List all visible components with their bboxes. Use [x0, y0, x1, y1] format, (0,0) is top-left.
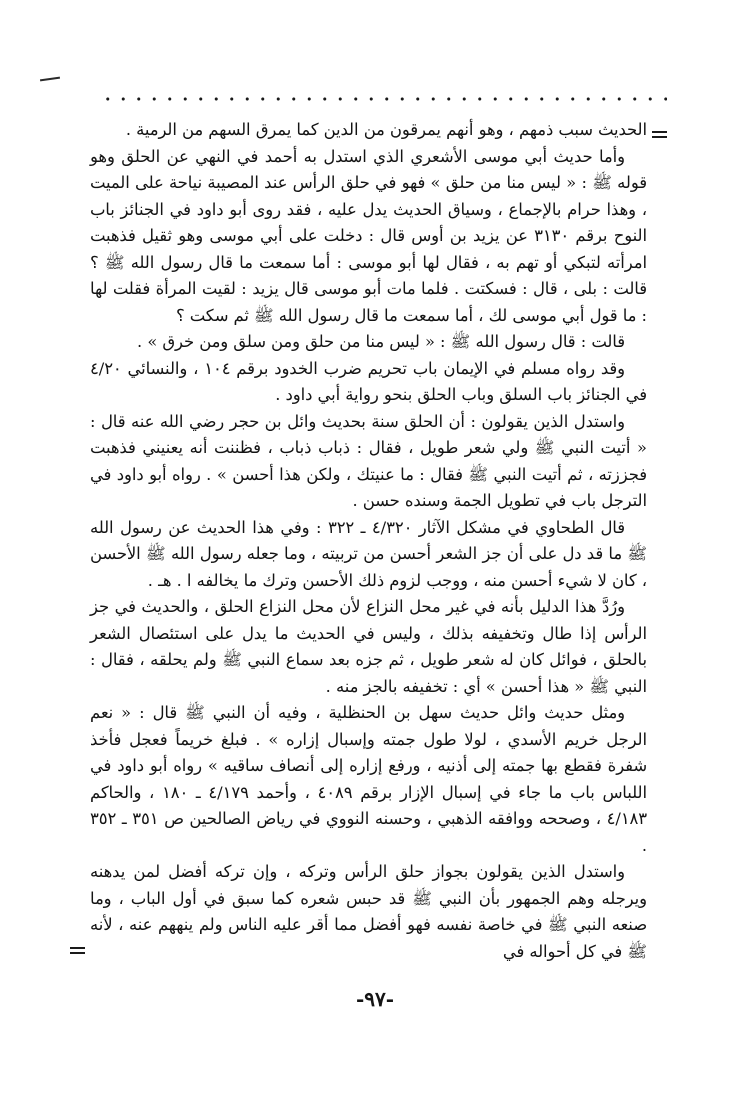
paragraph: وقد رواه مسلم في الإيمان باب تحريم ضرب الخدود برقم ١٠٤ ، والنسائي ٤/٢٠ في الجنائز باب السلق وباب الحلق بنحو رواية أبي داود . — [90, 358, 647, 404]
margin-mark — [40, 77, 60, 82]
footnote-text — [90, 117, 647, 965]
continuation-marker-end — [70, 947, 85, 954]
paragraph: قال الطحاوي في مشكل الآثار ٤/٣٢٠ ـ ٣٢٢ : وفي هذا الحديث عن رسول الله ﷺ ما قد دل على أن جز الشعر أحسن من تربيته ، وما جعله رسول الله ﷺ الأحسن ، كان لا شيء أحسن منه ، ووجب لزوم ذلك الأحسن وترك ما يخالفه ا . هـ . — [90, 517, 647, 590]
paragraph: ورُدَّ هذا الدليل بأنه في غير محل النزاع لأن محل النزاع الحلق ، والحديث في جز الرأس إذا طال وتخفيفه بذلك ، وليس في الحديث ما يدل على استئصال الشعر بالحلق ، فوائل كان له شعر طويل ، ثم جزه بعد سماع النبي ﷺ ولم يحلقه ، فقال : النبي ﷺ « هذا أحسن » أي : تخفيفه بالجز منه . — [90, 597, 647, 696]
continuation-marker-start — [652, 131, 667, 138]
paragraph: واستدل الذين يقولون : أن الحلق سنة بحديث وائل بن حجر رضي الله عنه قال : « أتيت النبي ﷺ ولي شعر طويل ، فقال : ذباب ذباب ، فظننت أنه يعنيني فذهبت فجززته ، ثم أتيت النبي ﷺ فقال : ما عنيتك ، ولكن هذا أحسن » . رواه أبو داود في الترجل باب في تطويل الجمة وسنده حسن . — [90, 411, 647, 510]
paragraph: واستدل الذين يقولون بجواز حلق الرأس وتركه ، وإن تركه أفضل لمن يدهنه ويرجله وهم الجمهور بأن النبي ﷺ قد حبس شعره كما سبق في أول الباب ، وما صنعه النبي ﷺ في خاصة نفسه فهو أفضل مما أقر عليه الناس ولم ينههم عنه ، لأنه ﷺ في كل أحواله في — [90, 862, 647, 961]
paragraph: ومثل حديث وائل حديث سهل بن الحنظلية ، وفيه أن النبي ﷺ قال : « نعم الرجل خريم الأسدي ، لولا طول جمته وإسبال إزاره » . فبلغ خريماً فعجل فأخذ شفرة فقطع بها جمته إلى أذنيه ، ورفع إزاره إلى أنصاف ساقيه » رواه أبو داود في اللباس باب ما جاء في إسبال الإزار برقم ٤٠٨٩ ، وأحمد ٤/١٧٩ ـ ١٨٠ ، والحاكم ٤/١٨٣ ، وصححه ووافقه الذهبي ، وحسنه النووي في رياض الصالحين ص ٣٥١ ـ ٣٥٢ . — [90, 703, 648, 855]
footnote-separator — [100, 97, 667, 101]
paragraph: قالت : قال رسول الله ﷺ : « ليس منا من حلق ومن سلق ومن خرق » . — [136, 332, 625, 351]
paragraph: الحديث سبب ذمهم ، وهو أنهم يمرقون من الدين كما يمرق السهم من الرمية . — [125, 120, 647, 139]
page-number: -٩٧- — [355, 987, 395, 1011]
paragraph: وأما حديث أبي موسى الأشعري الذي استدل به أحمد في النهي عن الحلق وهو قوله ﷺ : « ليس منا من حلق » فهو في حلق الرأس عند المصيبة نياحة على الميت ، وهذا حرام بالإجماع ، وسياق الحديث يدل عليه ، فقد روى أبو داود في الجنائز باب النوح برقم ٣١٣٠ عن يزيد بن أوس قال : دخلت على أبي موسى وهو ثقيل فذهبت امرأته لتبكي أو تهم به ، فقال لها أبو موسى : أما سمعت ما قال رسول الله ﷺ ؟ قالت : بلى ، قال : فسكتت . فلما مات أبو موسى قال يزيد : لقيت المرأة فقلت لها : ما قول أبي موسى لك ، أما سمعت ما قال رسول الله ﷺ ثم سكت ؟ — [90, 146, 648, 325]
